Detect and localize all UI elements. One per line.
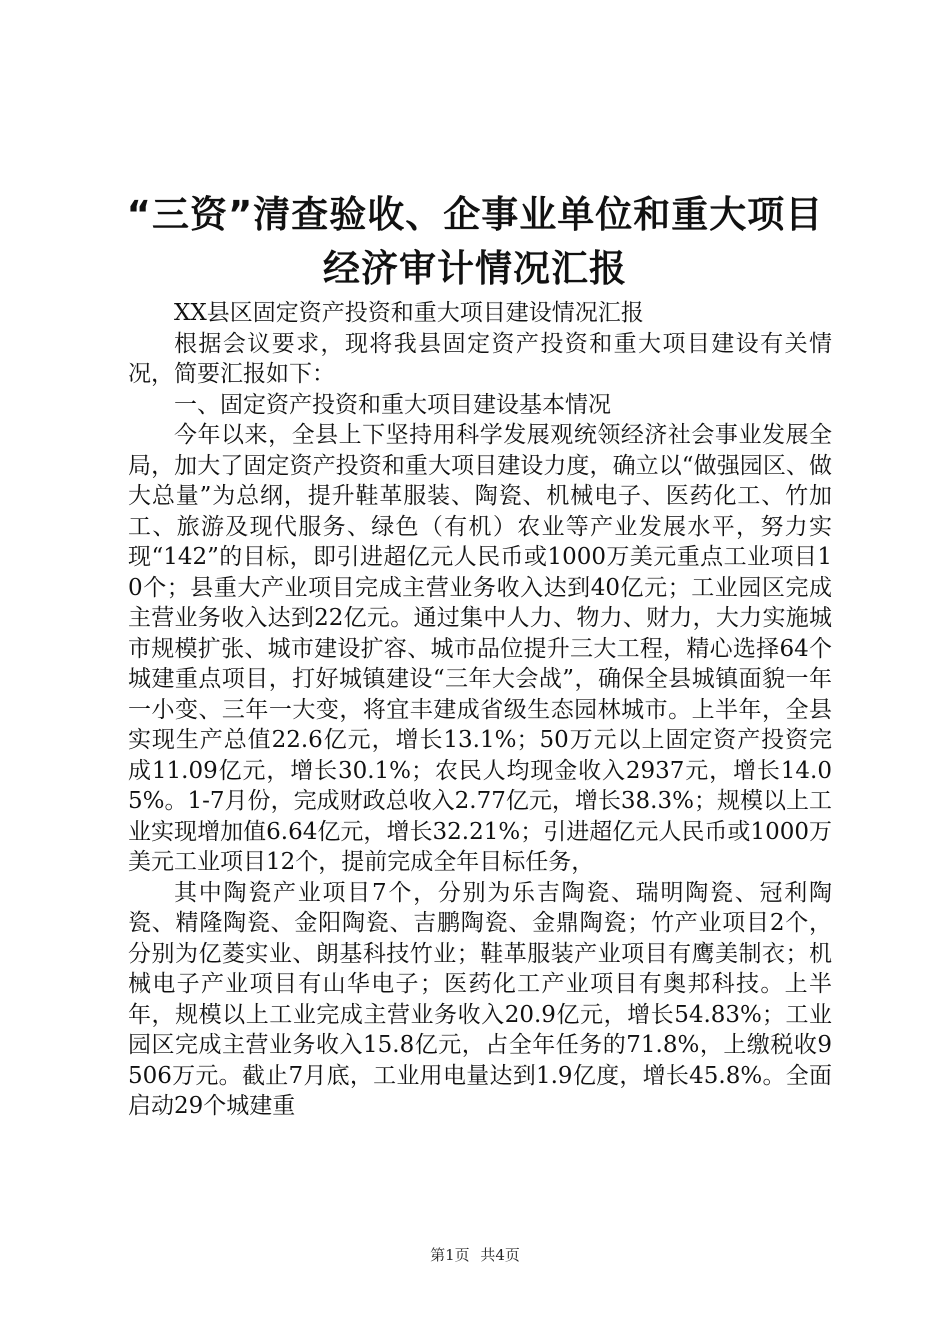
body-paragraph: 今年以来，全县上下坚持用科学发展观统领经济社会事业发展全局，加大了固定资产投资和重大项目建设力度，确立以“做强园区、做大总量”为总纲，提升鞋革服装、陶瓷、机械电子、医药化工、竹加工、旅游及现代服务、绿色（有机）农业等产业发展水平，努力实现“142”的目标，即引进超亿元人民币或1000万美元重点工业项目10个；县重大产业项目完成主营业务收入达到40亿元；工业园区完成主营业务收入达到22亿元。通过集中人力、物力、财力，大力实施城市规模扩张、城市建设扩容、城市品位提升三大工程，精心选择64个城建重点项目，打好城镇建设“三年大会战”，确保全县城镇面貌一年一小变、三年一大变，将宜丰建成省级生态园林城市。上半年，全县实现生产总值22.6亿元，增长13.1%；50万元以上固定资产投资完成11.09亿元，增长30.1%；农民人均现金收入2937元，增长14.05%。1-7月份，完成财政总收入2.77亿元，增长38.3%；规模以上工业实现增加值6.64亿元，增长32.21%；引进超亿元人民币或1000万美元工业项目12个，提前完成全年目标任务， [128, 422, 832, 875]
subtitle-paragraph: XX县区固定资产投资和重大项目建设情况汇报 [174, 300, 644, 326]
page-number: 第1页 [430, 1246, 470, 1264]
page-total: 共4页 [480, 1246, 520, 1264]
document-title: “三资”清查验收、企事业单位和重大项目经济审计情况汇报 [126, 193, 824, 290]
section-heading: 一、固定资产投资和重大项目建设基本情况 [174, 391, 611, 418]
page-footer [0, 1244, 950, 1265]
document-body [128, 298, 832, 1122]
body-paragraph: 其中陶瓷产业项目7个，分别为乐吉陶瓷、瑞明陶瓷、冠利陶瓷、精隆陶瓷、金阳陶瓷、吉鹏陶瓷、金鼎陶瓷；竹产业项目2个，分别为亿菱实业、朗基科技竹业；鞋革服装产业项目有鹰美制衣；机械电子产业项目有山华电子；医药化工产业项目有奥邦科技。上半年，规模以上工业完成主营业务收入20.9亿元，增长54.83%；工业园区完成主营业务收入15.8亿元，占全年任务的71.8%，上缴税收9506万元。截止7月底，工业用电量达到1.9亿度，增长45.8%。全面启动29个城建重 [128, 879, 832, 1119]
intro-paragraph: 根据会议要求，现将我县固定资产投资和重大项目建设有关情况，简要汇报如下： [128, 330, 832, 387]
